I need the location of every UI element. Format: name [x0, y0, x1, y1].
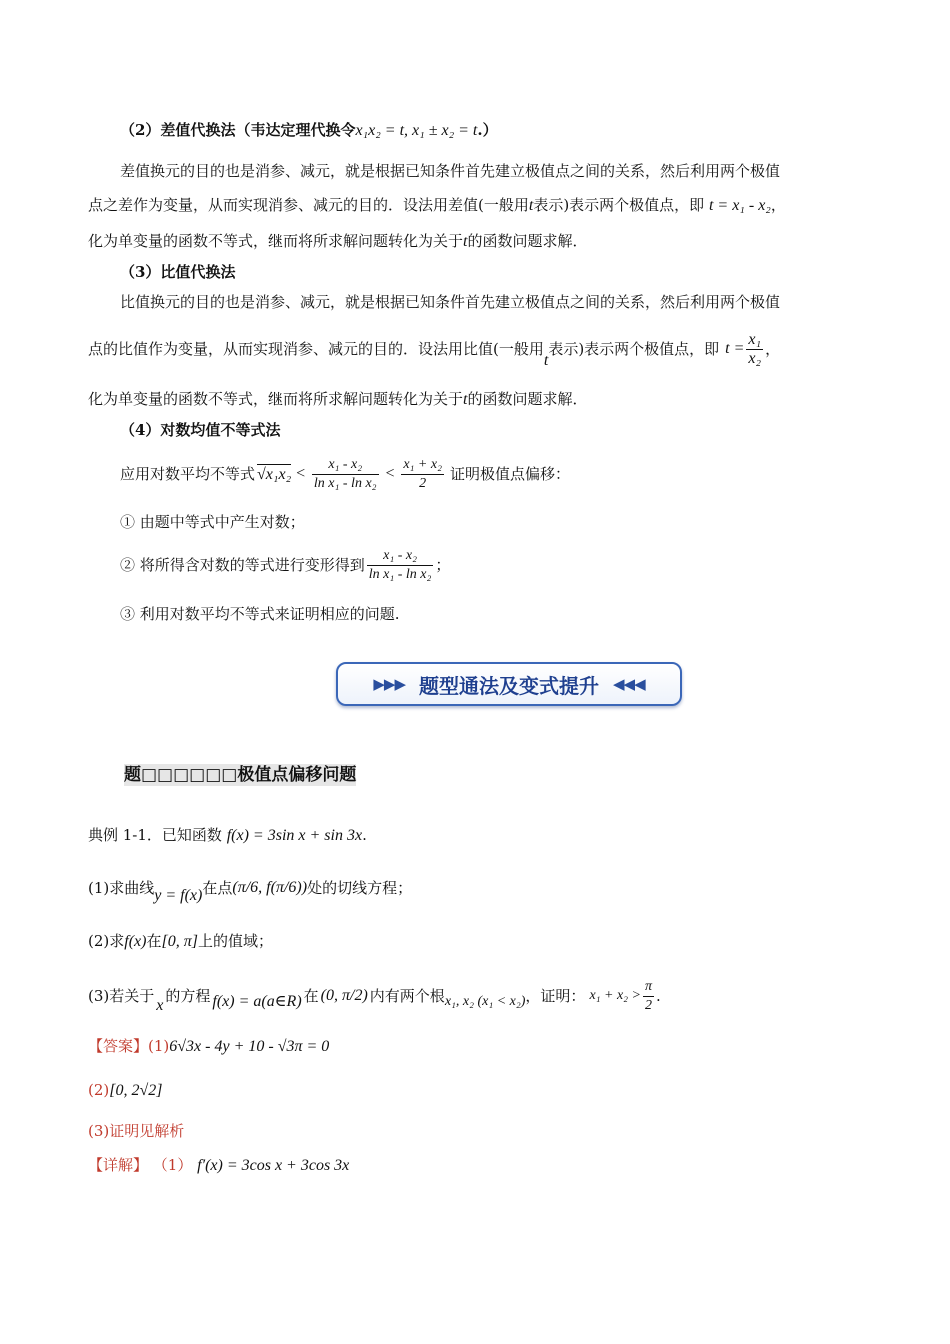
section-2-formula: x₁x₂ = t, x₁ ± x₂ = t — [355, 122, 478, 139]
function-definition: f(x) = 3sin x + sin 3x — [226, 827, 363, 844]
answer-3: (3)证明见解析 — [88, 1122, 185, 1140]
ratio-fraction: $\frac{\text{x₁}}{\text{x₂}}$ — [748, 330, 762, 367]
section-2-para-line3: 化为单变量的函数不等式，继而将所求解问题转化为关于t的函数问题求解． — [88, 232, 588, 250]
section-2-para-line1: 差值换元的目的也是消参、减元，就是根据已知条件首先建立极值点之间的关系，然后利用两个极值 — [120, 162, 781, 180]
section-3-para-line1: 比值换元的目的也是消参、减元，就是根据已知条件首先建立极值点之间的关系，然后利用两个极值 — [120, 293, 781, 311]
arith-mean-fraction: $\frac{\text{x₁ + x₂}}{2}$ — [403, 456, 442, 491]
section-3-para-line2: 点的比值作为变量，从而实现消参、减元的目的．设法用比值(一般用 t 表示)表示两个极值点，即 t = $\frac{\text{x₁}}{\text{x₂}}$ ， — [88, 330, 781, 369]
section-4-heading: （4）对数均值不等式法 — [120, 421, 281, 439]
answer-1: 【答案】(1)6√3x - 4y + 10 - √3π = 0 — [88, 1037, 330, 1055]
log-mean-fraction: $\frac{\text{x₁ - x₂}}{\text{ln x₁ - ln x₂}}$ — [313, 456, 377, 491]
section-2-para-line2: 点之差作为变量，从而实现消参、减元的目的．设法用差值(一般用t表示)表示两个极值点，即 t = x₁ - x₂， — [88, 196, 786, 214]
left-arrows-icon: ◀◀◀ — [613, 675, 645, 693]
tangent-point: (π/6, f(π/6)) — [232, 879, 308, 896]
answer-2: (2)[0, 2√2] — [88, 1081, 163, 1099]
log-mean-inequality-line: 应用对数平均不等式 √x₁x₂ < $\frac{\text{x₁ - x₂}}{\text{ln x₁ - ln x₂}}$ < $\frac{\text{x₁ + x₂}}{2}$ 证明极值点偏移： — [120, 456, 570, 491]
step-1: ① 由题中等式中产生对数； — [120, 513, 305, 531]
section-3-para-line3: 化为单变量的函数不等式，继而将所求解问题转化为关于t的函数问题求解． — [88, 390, 588, 408]
question-3: (3)若关于 x 的方程 f(x) = a(a∈R) 在 (0, π/2) 内有两个根 x₁, x₂ (x₁ < x₂) ，证明： x₁ + x₂ > $\frac{\pi}{2}$ . — [88, 978, 661, 1014]
detail-label: 【详解】 — [88, 1156, 149, 1174]
tangent-line-equation: 6√3x - 4y + 10 - √3π = 0 — [169, 1038, 330, 1055]
detail-line: 【详解】 （1） f′(x) = 3cos x + 3cos 3x — [88, 1156, 350, 1174]
topic-title: 题□□□□□□极值点偏移问题 — [124, 765, 357, 785]
step-3: ③ 利用对数平均不等式来证明相应的问题. — [120, 605, 400, 623]
section-3-heading: （3）比值代换法 — [120, 263, 236, 281]
banner-title: 题型通法及变式提升 — [419, 673, 599, 698]
answer-label: 【答案】 — [88, 1037, 149, 1055]
question-2: (2)求f(x)在[0, π]上的值域； — [88, 932, 273, 950]
sqrt-term: √x₁x₂ — [257, 465, 292, 483]
example-intro: 典例 1-1．已知函数 f(x) = 3sin x + sin 3x. — [88, 826, 367, 844]
section-2-heading: （2）差值代换法（韦达定理代换令x₁x₂ = t, x₁ ± x₂ = t.） — [120, 121, 498, 139]
derivative-formula: f′(x) = 3cos x + 3cos 3x — [197, 1157, 350, 1174]
section-banner — [336, 662, 682, 706]
difference-formula: t = x₁ - x₂ — [708, 197, 771, 214]
right-arrows-icon: ▶▶▶ — [373, 675, 405, 693]
step-2: ② 将所得含对数的等式进行变形得到 $\frac{\text{x₁ - x₂}}{\text{ln x₁ - ln x₂}}$ ； — [120, 547, 451, 582]
question-1: (1)求曲线 y = f(x) 在点 (π/6, f(π/6)) 处的切线方程； — [88, 879, 413, 904]
range-result: [0, 2√2] — [109, 1082, 163, 1099]
